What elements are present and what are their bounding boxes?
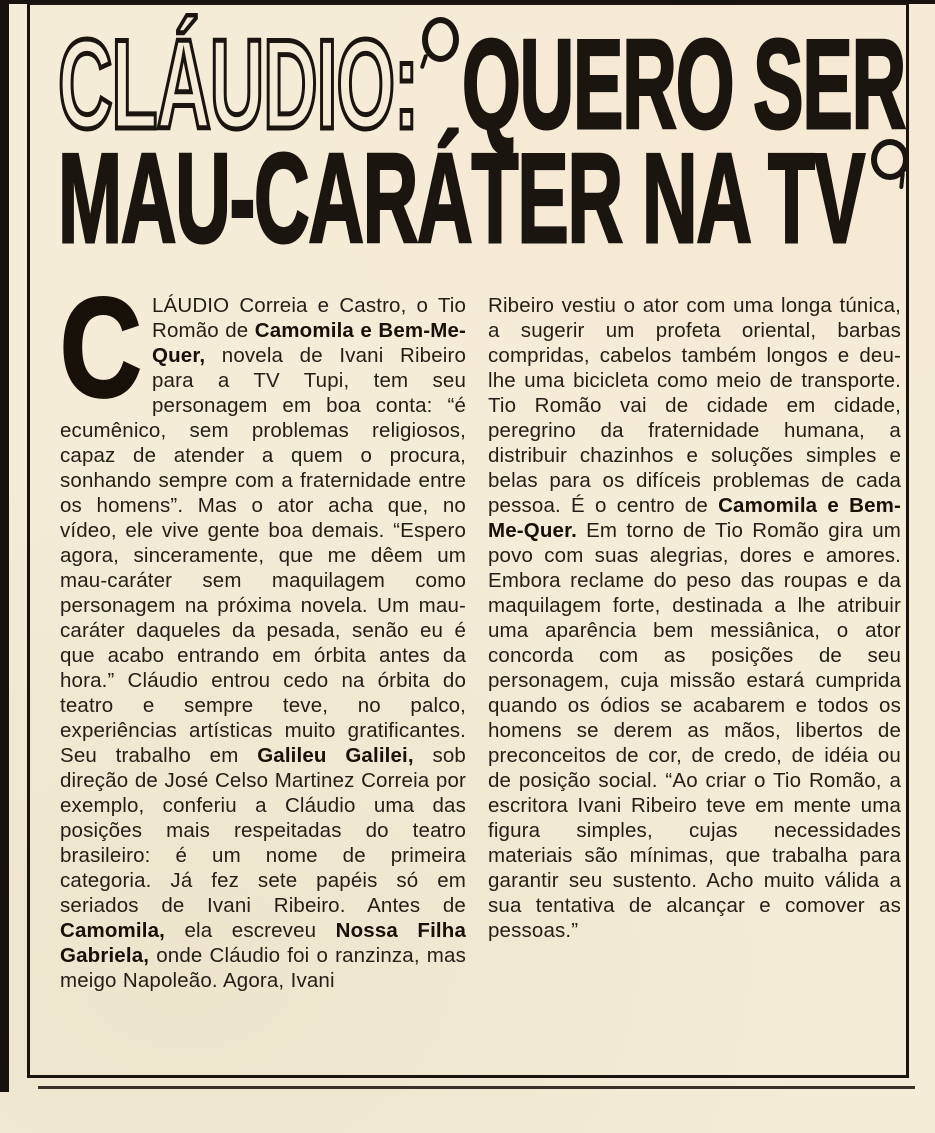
headline-mau-carater-na-tv: MAU-CARÁTER NA TV <box>58 127 864 269</box>
column-left-text: LÁUDIO Correia e Castro, o Tio Romão de Camomila e Bem-Me-Quer, novela de Ivani Ribeiro para a TV Tupi, tem seu personagem em boa conta: “é ecumênico, sem problemas religiosos, capaz de atender a quem o procura, sonhando sempre com a fraternidade entre os homens”. Mas o ator acha que, no vídeo, ele vive gente boa demais. “Espero agora, sinceramente, que me dêem um mau-caráter sem maquilagem como personagem na próxima novela. Um mau-caráter daqueles da pesada, senão eu é que acabo entrando em órbita antes da hora.” Cláudio entrou cedo na órbita do teatro e sempre teve, no palco, experiências artísticas muito gratificantes. Seu trabalho em Galileu Galilei, sob direção de José Celso Martinez Correia por exemplo, conferiu a Cláudio uma das posições mais respeitadas do teatro brasileiro: é um nome de primeira categoria. Já fez sete papéis só em seriados de Ivani Ribeiro. Antes de Camomila, ela escreveu Nossa Filha Gabriela, onde Cláudio foi o ranzinza, mas meigo Napoleão. Agora, Ivani <box>60 294 466 992</box>
open-quote-icon <box>422 17 459 62</box>
article-column-right <box>488 293 901 993</box>
left-edge-bar <box>0 0 9 1092</box>
headline-quero-ser: QUERO SER <box>462 13 906 155</box>
close-quote-icon <box>871 139 909 180</box>
article-body <box>60 268 901 993</box>
column-right-text: Ribeiro vestiu o ator com uma longa túnica, a sugerir um profeta oriental, barbas compridas, cabelos também longos e deu-lhe uma bicicleta como meio de transporte. Tio Romão vai de cidade em cidade, peregrino da fraternidade humana, a distribuir chazinhos e soluções simples e belas para os difíceis problemas de cada pessoa. É o centro de Camomila e Bem-Me-Quer. Em torno de Tio Romão gira um povo com suas alegrias, dores e amores. Embora reclame do peso das roupas e da maquilagem forte, destinada a lhe atribuir uma aparência bem messiânica, o ator concorda com as posições de seu personagem, cuja missão estará cumprida quando os ódios se acabarem e todos os homens se derem as mãos, libertos de preconceitos de cor, de credo, de idéia ou de posição social. “Ao criar o Tio Romão, a escritora Ivani Ribeiro teve em mente uma figura simples, cujas necessidades materiais são mínimas, que trabalha para garantir seu sustento. Acho muito válida a sua tentativa de alcançar e comover as pessoas.” <box>488 294 901 942</box>
bottom-rule <box>38 1086 915 1089</box>
article-column-left <box>60 268 466 993</box>
headline-claudio-outline: CLÁUDIO: <box>58 13 418 155</box>
drop-cap: C <box>60 268 142 426</box>
article-frame <box>27 2 909 1078</box>
